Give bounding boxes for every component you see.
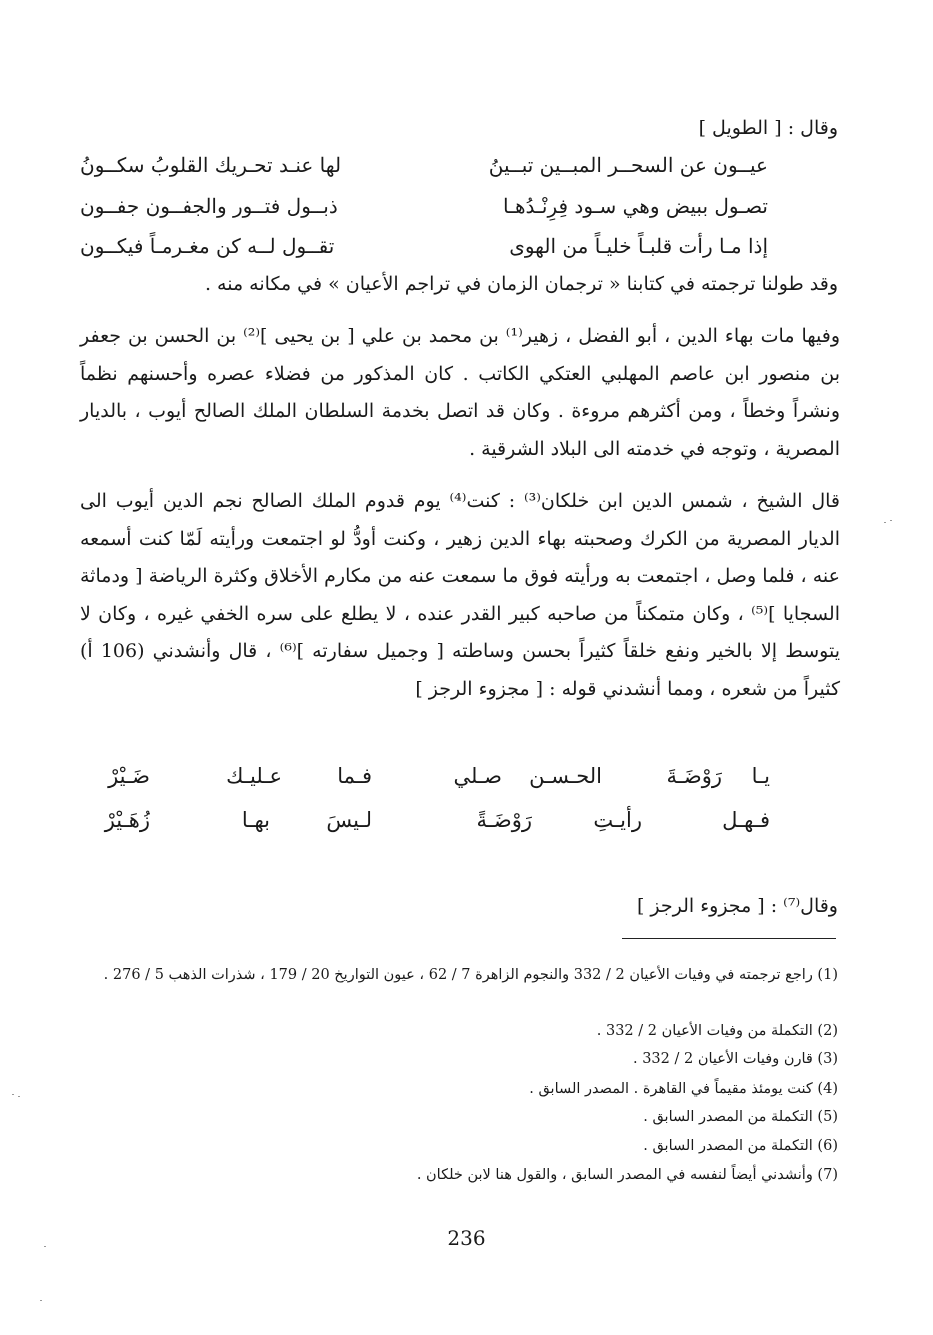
verse-first-hemistich: عيــون عن السحــر المبــين تبــينُ xyxy=(488,153,768,177)
paragraph-ibn-khallikan xyxy=(80,483,840,708)
scan-speck xyxy=(884,522,886,523)
footnote-5: (5) التكملة من المصدر السابق . xyxy=(643,1109,838,1125)
poem-verse xyxy=(80,188,768,224)
scan-speck xyxy=(18,1096,20,1097)
footnote-divider xyxy=(622,938,836,939)
footnote-3: (3) قارن وفيات الأعيان 2 / 332 . xyxy=(632,1051,838,1067)
verse-second-hemistich: لها عنـد تحـريك القلوبُ سكــونُ xyxy=(80,153,342,177)
page-number: 236 xyxy=(447,1226,486,1250)
intro-line: وقال : [ الطويل ] xyxy=(698,117,838,139)
poem-verse xyxy=(80,228,768,264)
paragraph-text: وفيها مات بهاء الدين ، أبو الفضل ، زهير⁽¹⁾ بن محمد بن علي [ بن يحيى ]⁽²⁾ بن الحسن بن جعفر بن منصور ابن عاصم المهلبي العتكي الكاتب . كان المذكور من فضلاء عصره وأحسنهم نظماً ونشراً وخطاً ، ومن أكثرهم مروءة . وكان قد اتصل بخدمة السلطان الملك الصالح أيوب ، بالديار المصرية ، وتوجه في خدمته الى البلاد الشرقية . xyxy=(80,325,840,460)
rajaz-verse xyxy=(80,800,770,840)
scan-speck xyxy=(890,520,892,521)
footnote-6: (6) التكملة من المصدر السابق . xyxy=(643,1138,838,1154)
verse-word: رَوْضَـةً xyxy=(476,808,532,832)
verse-word: رأيـتِ xyxy=(593,808,642,832)
verse-first-hemistich: إذا مـا رأت قلبـاً خليـاً من الهوى xyxy=(509,234,768,258)
verse-word: فـهـل xyxy=(722,808,770,832)
verse-second-hemistich: تقــول لــه كن مغـرمـاً فيكــون xyxy=(80,234,335,258)
paragraph-zuhair xyxy=(80,318,840,468)
verse-word: بهـا xyxy=(241,808,270,832)
verse-word: زُهَـيْرْ xyxy=(104,808,150,832)
scan-speck xyxy=(44,1246,46,1247)
verse-word: ضَـيْرْ xyxy=(108,764,150,788)
paragraph-text: قال الشيخ ، شمس الدين ابن خلكان⁽³⁾ : كنت⁽⁴⁾ يوم قدوم الملك الصالح نجم الدين أيوب الى الديار المصرية من الكرك وصحبته بهاء الدين زهير ، وكنت أودُّ لو اجتمعت ورأيته لَمّا كنت أسمعه عنه ، فلما وصل ، اجتمعت به ورأيته فوق ما سمعت عنه من مكارم الأخلاق وكثرة الرياضة [ ودماثة السجايا ]⁽⁵⁾ ، وكان متمكناً من صاحبه كبير القدر عنده ، لا يطلع على سره الخفي غيره ، وكان لا يتوسط إلا بالخير ونفع خلقاً كثيراً بحسن وساطته [ وجميل سفارته ]⁽⁶⁾ ، قال وأنشدني (106 أ) كثيراً من شعره ، ومما أنشدني قوله : [ مجزوء الرجز ] xyxy=(80,490,841,700)
verse-word: الحـسـن xyxy=(529,764,602,788)
footnote-1: (1) راجع ترجمته في وفيات الأعيان 2 / 332 والنجوم الزاهرة 7 / 62 ، عيون التواريخ 20 / 179 ، شذرات الذهب 5 / 276 . xyxy=(103,967,838,983)
scan-speck xyxy=(12,1094,14,1095)
verse-word: عـليـك xyxy=(226,764,282,788)
footnote-4: (4) كنت يومئذ مقيماً في القاهرة . المصدر السابق . xyxy=(529,1081,838,1097)
scan-speck xyxy=(40,1300,42,1301)
verse-word: يـا xyxy=(751,764,770,788)
rajaz-verse xyxy=(80,756,770,796)
footnote-7: (7) وأنشدني أيضاً لنفسه في المصدر السابق ، والقول هنا لابن خلكان . xyxy=(416,1167,838,1183)
verse-word: صـلي xyxy=(453,764,502,788)
verse-second-hemistich: ذبــول فتــور والجفــون جفــون xyxy=(80,194,338,218)
translation-note: وقد طولنا ترجمته في كتابنا « ترجمان الزمان في تراجم الأعيان » في مكانه منه . xyxy=(204,273,838,295)
verse-word: لـيسَ xyxy=(326,808,372,832)
verse-word: فـما xyxy=(337,764,372,788)
verse-first-hemistich: تصـول ببيض وهي سـود فِرِنْـدُهـا xyxy=(503,194,768,218)
footnote-2: (2) التكملة من وفيات الأعيان 2 / 332 . xyxy=(596,1023,838,1039)
poem-verse xyxy=(80,147,768,183)
said-heading: وقال⁽⁷⁾ : [ مجزوء الرجز ] xyxy=(636,895,838,917)
verse-word: رَوْضَـةَ xyxy=(666,764,722,788)
